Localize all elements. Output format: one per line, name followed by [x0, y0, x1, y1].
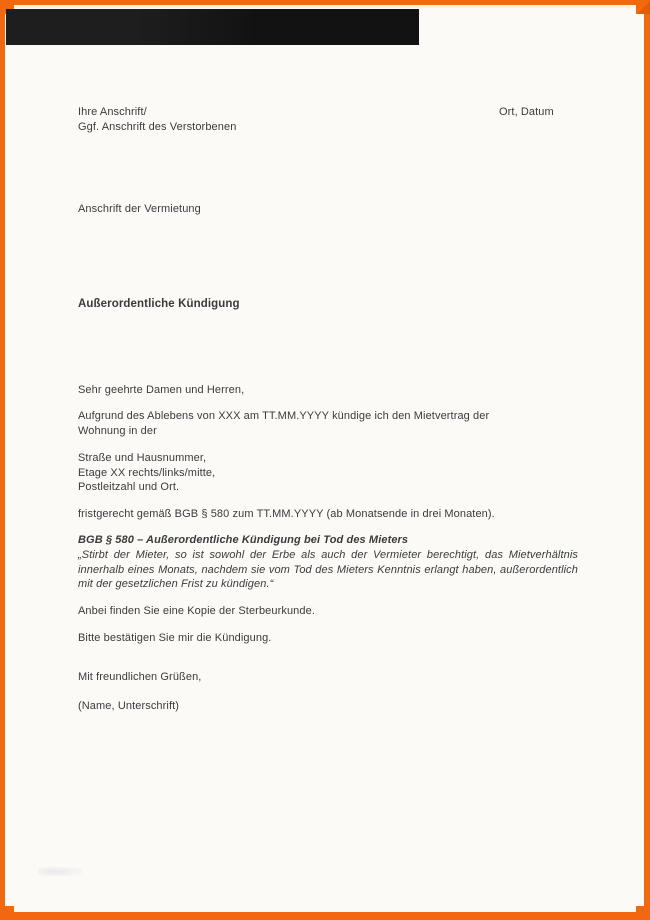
apartment-address-line2: Etage XX rechts/links/mitte,: [78, 466, 216, 479]
paragraph-confirmation: Bitte bestätigen Sie mir die Kündigung.: [78, 632, 272, 644]
apartment-address: [78, 451, 215, 495]
paragraph-termination: [78, 409, 489, 438]
watermark-smudge: [38, 867, 82, 876]
scan-halo: [5, 5, 644, 8]
law-reference-heading: BGB § 580 – Außerordentliche Kündigung bei Tod des Mieters: [78, 534, 409, 546]
frame-corner-bottom-right: [636, 906, 650, 920]
sender-address-line1: Ihre Anschrift/: [78, 106, 147, 118]
closing: Mit freundlichen Grüßen,: [78, 671, 202, 683]
frame-border-bottom: [0, 912, 650, 920]
signature-placeholder: (Name, Unterschrift): [78, 700, 180, 712]
frame-corner-bottom-left: [0, 906, 14, 920]
header-bar: [6, 9, 419, 45]
frame-corner-top-right: [636, 0, 650, 14]
subject-line: Außerordentliche Kündigung: [78, 298, 240, 310]
sender-address-line2: Ggf. Anschrift des Verstorbenen: [78, 120, 237, 133]
frame-border-right: [644, 0, 650, 920]
apartment-address-line3: Postleitzahl und Ort.: [78, 481, 180, 493]
paragraph-attachment: Anbei finden Sie eine Kopie der Sterbeurkunde.: [78, 605, 315, 617]
paragraph-deadline: fristgerecht gemäß BGB § 580 zum TT.MM.YYYY (ab Monatsende in drei Monaten).: [78, 508, 495, 520]
law-quote: „Stirbt der Mieter, so ist sowohl der Erbe als auch der Vermieter berechtigt, das Mietverhältnis innerhalb eines Monats, nachdem sie vom Tod des Mieters Kenntnis erlangt haben, außerordentlich mit der gesetzlichen Frist zu kündigen.“: [78, 549, 578, 591]
place-date: Ort, Datum: [499, 106, 554, 118]
sender-address: [78, 105, 236, 134]
recipient-address: Anschrift der Vermietung: [78, 203, 201, 215]
apartment-address-line1: Straße und Hausnummer,: [78, 452, 207, 464]
salutation: Sehr geehrte Damen und Herren,: [78, 384, 245, 396]
paragraph-termination-line1: Aufgrund des Ablebens von XXX am TT.MM.YYYY kündige ich den Mietvertrag der: [78, 410, 490, 422]
paragraph-termination-line2: Wohnung in der: [78, 424, 157, 437]
frame-border-left: [0, 0, 5, 920]
frame-border-top: [0, 0, 650, 5]
